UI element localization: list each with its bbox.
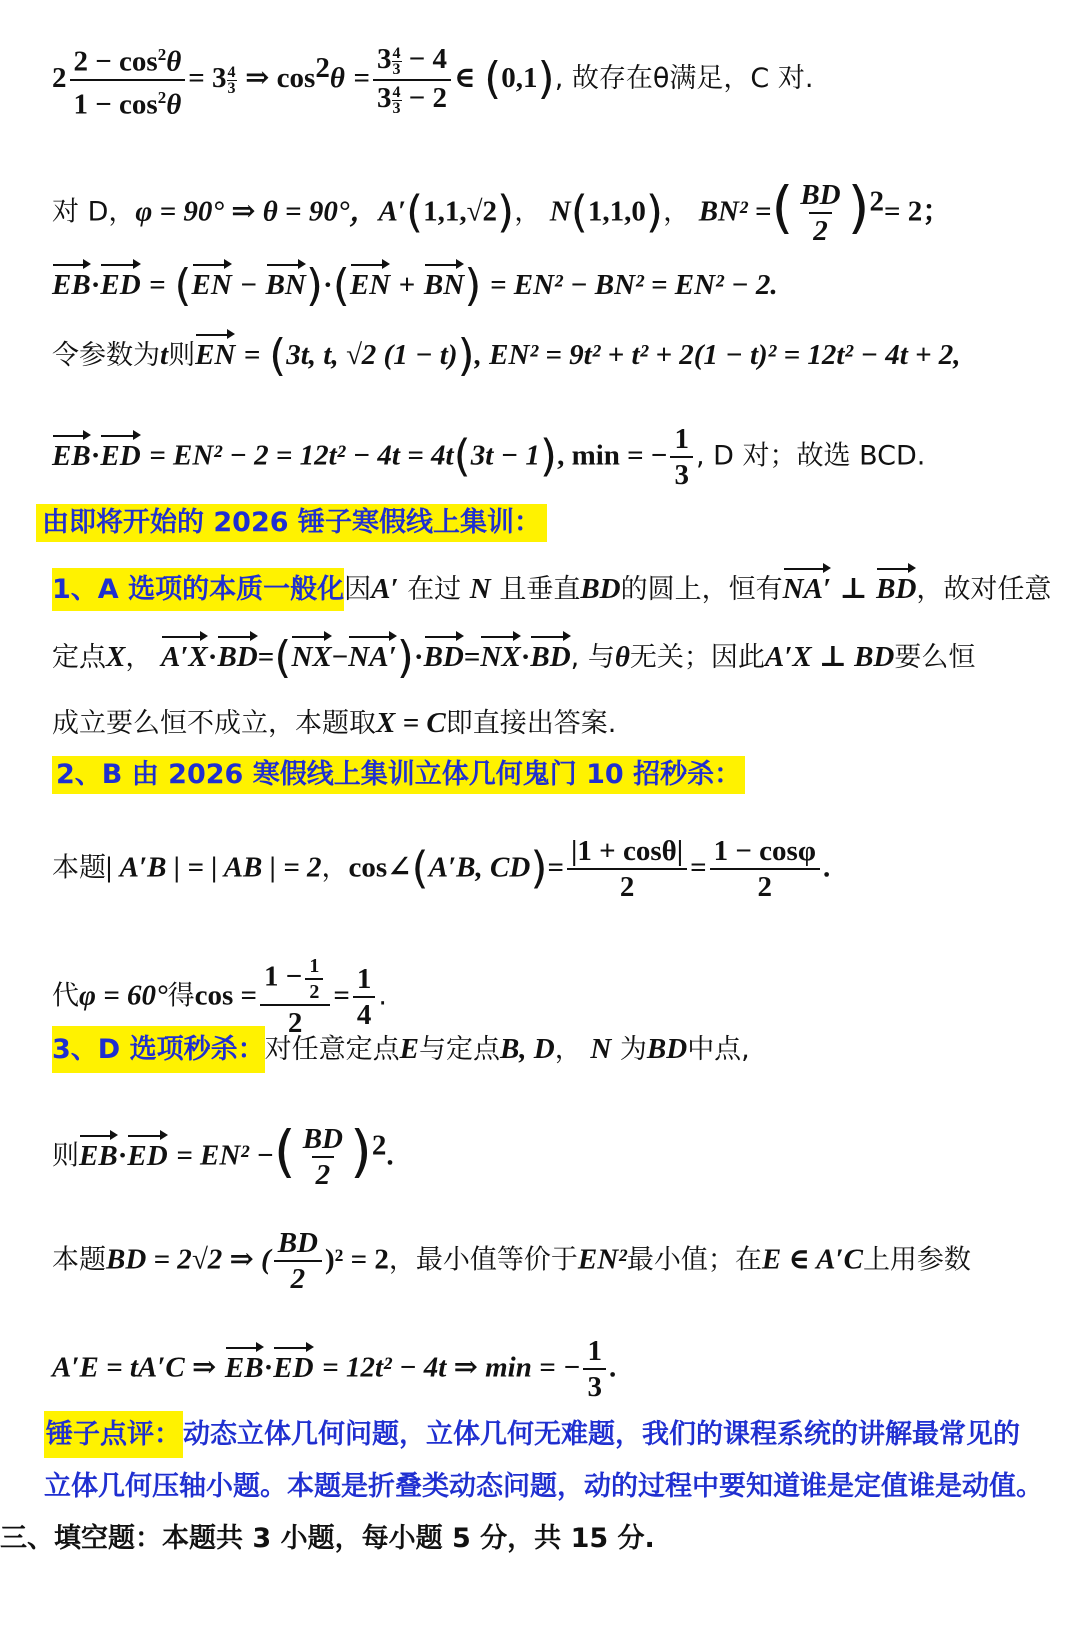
fraction: 3 $\frac{4}{3}$ − 4 3 $\frac{4}{3}$ − 2 (373, 44, 451, 116)
para-1-line-2: 定点X， A′X·BD=(NX−NA′)·BD=NX·BD, 与θ无关；因此A′X ⊥ BD要么恒 (52, 632, 976, 683)
section-heading: 由即将开始的 2026 锤子寒假线上集训： (36, 504, 547, 542)
para-3-line-4: A′E = tA′C ⇒ EB·ED = 12t² − 4t ⇒ min = − $\frac{1}{3}$ . (52, 1335, 617, 1403)
section-heading: 2、B 由 2026 寒假线上集训立体几何鬼门 10 招秒杀： (52, 756, 745, 794)
para-3-line-3: 本题BD = 2√2 ⇒ ( $\frac{BD}{2}$ )² = 2，最小值等价于EN²最小值；在E ∈ A′C上用参数 (52, 1227, 971, 1295)
para-2-line-1: 本题| A′B | = | AB | = 2，cos∠(A′B, CD)= $\frac{|1 + \cos\theta|}{2}$ = $\frac{1 - \cos\varphi}{2}$ . (52, 835, 831, 903)
fraction: $\frac{2 - \cos^2\theta}{1 - \cos^2\theta}$ (70, 40, 186, 119)
formula-line-5: EB·ED = EN² − 2 = 12t² − 4t = 4t(3t − 1), min = − $\frac{1}{3}$ , D 对；故选 BCD. (52, 423, 926, 491)
para-3-line-1: 3、D 选项秒杀：对任意定点E与定点B, D， N 为BD中点, (52, 1032, 750, 1067)
formula-line-2: 对 D，φ = 90° ⇒ θ = 90°，A′(1,1,√2)， N(1,1,0)， BN² =( $\frac{BD}{2}$ )$^2$= 2； (52, 175, 952, 247)
formula-line-4: 令参数为t则EN = (3t, t, √2 (1 − t)), EN² = 9t² + t² + 2(1 − t)² = 12t² − 4t + 2, (52, 330, 961, 381)
para-2-line-2: 代φ = 60°得cos = 1 − $\frac{1}{2}$ 2 = $\frac{1}{4}$ . (52, 955, 387, 1039)
para-1-line-1: 1、A 选项的本质一般化因A′ 在过 N 且垂直BD的圆上，恒有NA′ ⊥ BD，故对任意 (52, 572, 1051, 607)
para-3-line-2: 则EB·ED = EN² −( $\frac{BD}{2}$ )$^2$. (52, 1119, 394, 1191)
formula-line-3: EB·ED = (EN − BN)·(EN + BN) = EN² − BN² = EN² − 2. (52, 260, 778, 311)
review-line-1: 锤子点评：动态立体几何问题，立体几何无难题，我们的课程系统的讲解最常见的 (44, 1418, 1020, 1452)
para-1-line-3: 成立要么恒不成立，本题取X = C即直接出答案. (52, 707, 617, 739)
section-title: 三、填空题：本题共 3 小题，每小题 5 分，共 15 分. (0, 1523, 655, 1554)
formula-line-1: 2 $\frac{2 - \cos^2\theta}{1 - \cos^2\theta}$ = 3 $\frac{4}{3}$ ⇒ $\cos^2\theta$ = 3 $\frac{4}{3}$ − 4 3 $\frac{4}{3}$ − 2 ∈ (0,1), 故存在θ满足，C 对. (52, 40, 813, 119)
review-line-2: 立体几何压轴小题。本题是折叠类动态问题，动的过程中要知道谁是定值谁是动值。 (44, 1471, 1043, 1502)
